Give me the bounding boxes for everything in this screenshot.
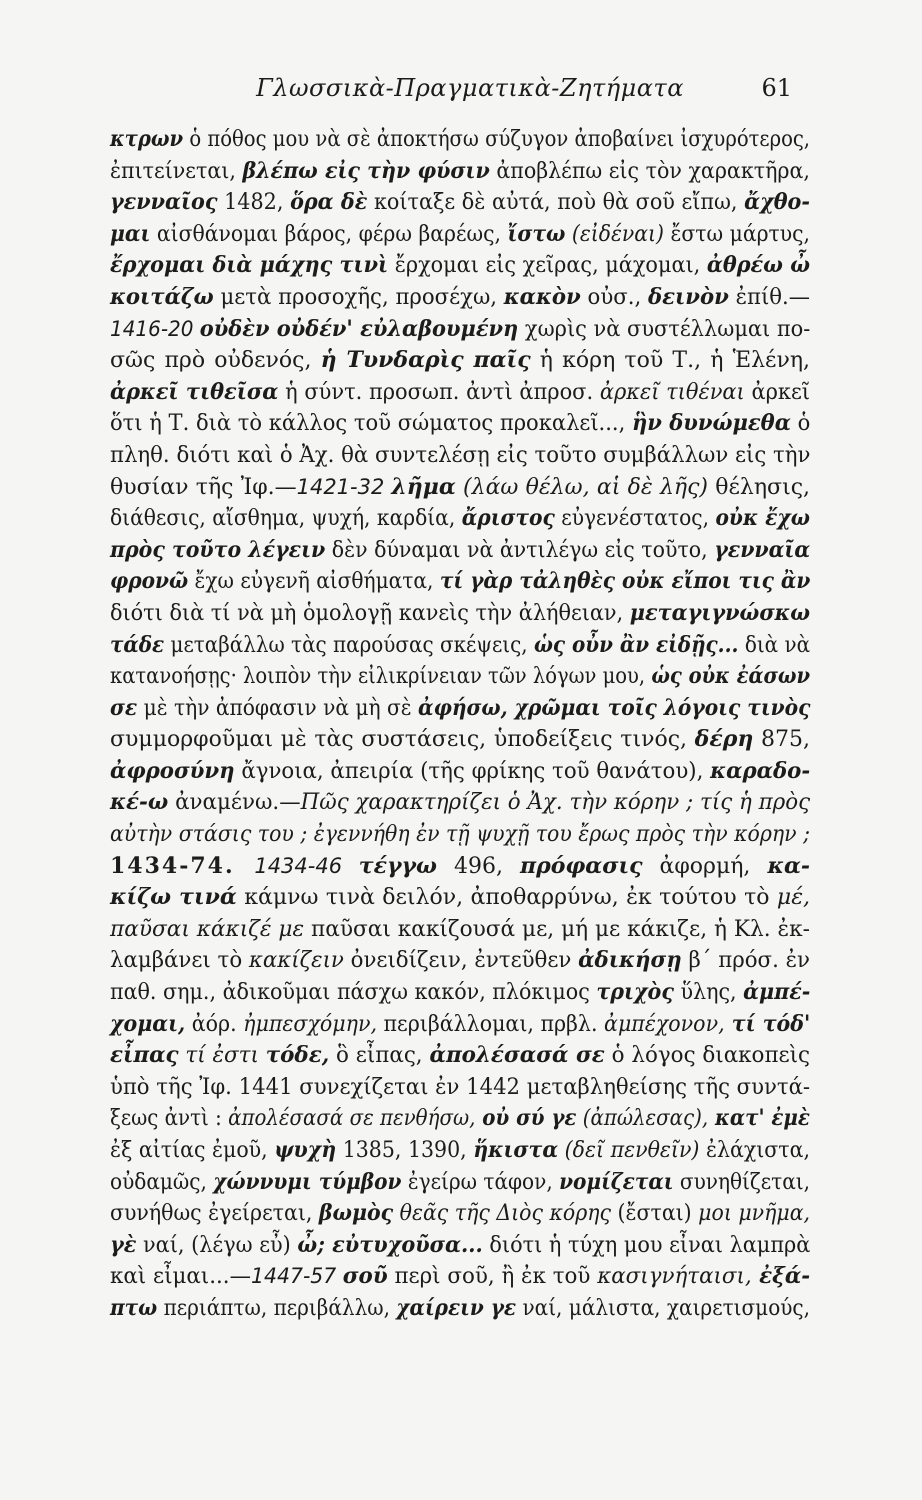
text-segment: ἔχω εὐγενῆ αἰσθήματα, <box>188 569 440 595</box>
text-segment: μεταγιγνώσκω <box>629 599 811 626</box>
text-line <box>110 282 810 314</box>
text-line <box>110 472 810 504</box>
text-segment: ἀφροσύνη <box>110 757 235 784</box>
text-segment: ὀνειδίζειν, ἐντεῦθεν <box>343 948 579 974</box>
text-segment: κτρων <box>110 126 184 152</box>
text-segment: παθ. σημ., ἀδικοῦμαι πάσχω κακόν, πλόκιμος <box>110 980 597 1006</box>
text-line <box>110 1198 810 1230</box>
text-segment: τί ἐστι <box>178 1043 266 1069</box>
text-segment: (ἔσται) <box>611 1201 699 1227</box>
text-segment: μὲ τὴν ἀπόφασιν νὰ μὴ σὲ <box>137 695 419 721</box>
page-number: 61 <box>761 74 792 102</box>
text-segment: οὐδὲν οὐδέν' εὐλαβουμένη <box>199 315 519 342</box>
page-header <box>150 74 790 110</box>
text-line <box>110 345 810 377</box>
text-segment: ὦ; εὐτυχοῦσα... <box>297 1231 483 1258</box>
text-segment: ἀπολέσασά σε πενθήσω, <box>228 1106 476 1132</box>
text-line <box>110 851 810 883</box>
text-segment: ἀρκεῖ τιθέναι <box>599 379 745 405</box>
text-segment: τέγγω <box>358 852 437 879</box>
text-segment: ξεως ἀντὶ : <box>110 1106 229 1132</box>
text-segment: ἀθρέω ὦ <box>706 252 811 279</box>
text-segment: ἐλάχιστα, <box>699 1138 811 1163</box>
text-line <box>110 250 810 282</box>
text-segment: ἡ Τυνδαρὶς παῖς <box>320 347 531 374</box>
text-segment: ὅρα δὲ <box>290 189 368 216</box>
text-segment: β΄ πρόσ. ἐν <box>681 948 811 974</box>
text-segment: διὰ νὰ <box>738 632 811 658</box>
text-segment: ἄχθο- <box>744 189 810 216</box>
text-segment: κοιτάζω <box>110 283 214 310</box>
text-segment: ὑπὸ τῆς Ἰφ. 1441 συνεχίζεται ἐν 1442 μεταβληθείσης τῆς συντά- <box>110 1074 811 1100</box>
text-segment: συμμορφοῦμαι μὲ τὰς συστάσεις, ὑποδείξεις τινός, <box>110 727 695 753</box>
text-segment: εὐγενέστατος, <box>554 506 716 532</box>
text-line <box>110 977 810 1009</box>
text-segment: ὕλης, <box>673 980 744 1006</box>
text-segment: χώννυμι τύμβον <box>213 1168 402 1195</box>
text-segment: ὁ λόγος διακοπεὶς <box>604 1043 811 1069</box>
text-line <box>110 882 810 914</box>
text-line <box>110 693 810 725</box>
text-segment: ἀμπέχονον, <box>604 1011 725 1037</box>
text-segment: ἐπιτείνεται, <box>110 158 243 184</box>
text-line <box>110 1135 810 1167</box>
text-segment: δὲν δύναμαι νὰ ἀντιλέγω εἰς τοῦτο, <box>325 537 715 563</box>
text-segment: ἀποβλέπω εἰς τὸν χαρακτῆρα, <box>489 158 810 184</box>
text-line <box>110 535 810 567</box>
text-segment: δεινὸν <box>647 283 729 310</box>
text-segment: φρονῶ <box>110 568 189 595</box>
text-segment: ἀφήσω, χρῶμαι τοῖς λόγοις τινὸς <box>418 694 811 721</box>
text-segment: κασιγνήταισι, <box>597 1264 752 1290</box>
text-segment: κίζω τινά <box>110 884 237 911</box>
text-segment: λῆμα <box>391 473 456 500</box>
text-segment: μέ, <box>776 885 810 911</box>
text-segment: ἄγνοια, ἀπειρία (τῆς φρίκης τοῦ θανάτου), <box>234 758 711 784</box>
text-segment: χωρὶς νὰ συστέλλωμαι πο- <box>518 316 811 342</box>
text-segment: ἀμπέ- <box>743 979 811 1006</box>
text-segment: συνηθίζεται, <box>673 1169 811 1195</box>
text-line <box>110 1261 810 1293</box>
text-segment: αἰσθάνομαι βάρος, φέρω βαρέως, <box>150 221 508 247</box>
text-segment: οὐκ ἔχω <box>715 505 810 532</box>
text-segment: γενναῖα <box>714 536 811 563</box>
text-segment: ἀφορμή, <box>642 853 768 879</box>
text-segment: κάμνω τινὰ δειλόν, ἀποθαρρύνω, ἐκ τούτου τὸ <box>236 885 777 911</box>
text-line <box>110 787 810 819</box>
text-line <box>110 1230 810 1262</box>
text-segment: κακὸν <box>503 283 581 310</box>
text-segment: εἶπας <box>110 1042 179 1069</box>
text-segment: ὅτι ἡ Τ. διὰ τὸ κάλλος τοῦ σώματος προκαλεῖ..., <box>110 411 633 437</box>
text-segment: τριχὸς <box>596 979 674 1006</box>
text-segment: 1385, 1390, <box>336 1138 474 1163</box>
text-segment: ὁ πόθος μου νὰ σὲ ἀποκτήσω σύζυγον ἀποβαίνει ἰσχυρότερος, <box>183 127 811 152</box>
text-line <box>110 661 810 693</box>
text-segment: παῦσαι κάκιζέ με <box>110 916 305 942</box>
text-segment: ὃ εἶπας, <box>329 1043 430 1069</box>
text-line <box>110 1167 810 1199</box>
text-segment: ἴστω <box>507 220 566 247</box>
line-reference: 1434-46 <box>254 853 359 878</box>
text-segment: ἄριστος <box>461 505 555 532</box>
text-segment: ἡ κόρη τοῦ Τ., ἡ Ἑλένη, <box>530 348 810 374</box>
text-segment: δέρη <box>694 726 754 753</box>
text-segment: (ἀπώλεσας), <box>576 1106 709 1132</box>
text-segment: τόδε, <box>265 1042 330 1069</box>
text-segment: (λάω θέλω, αἱ δὲ λῆς) <box>455 474 708 500</box>
text-line <box>110 1103 810 1135</box>
text-segment: ἀδικήσῃ <box>578 947 682 974</box>
text-line <box>110 408 810 440</box>
text-segment: θέλησις, <box>708 474 811 500</box>
text-segment: αὐτὴν στάσις του ; ἐγεννήθη ἐν τῇ ψυχῇ του ἔρως πρὸς τὴν κόρην ; <box>110 822 810 848</box>
text-segment: ἔρχομαι διὰ μάχης τινὶ <box>110 252 389 279</box>
text-segment: ἀναμένω.— <box>168 790 301 816</box>
text-segment: ναί, (λέγω εὖ) <box>136 1232 298 1258</box>
text-segment: κέ-ω <box>110 789 169 816</box>
text-segment: πληθ. διότι καὶ ὁ Ἀχ. θὰ συντελέσῃ εἰς τοῦτο συμβάλλων εἰς τὴν <box>110 442 811 468</box>
text-line <box>110 945 810 977</box>
text-segment: βωμὸς <box>318 1200 394 1227</box>
text-segment: ἥκιστα <box>473 1137 559 1163</box>
text-segment: σῶς πρὸ οὐδενός, <box>110 348 321 374</box>
text-segment: τί γὰρ τἀληθὲς οὐκ εἴποι τις ἂν <box>439 568 811 595</box>
text-segment: συνήθως ἐγείρεται, <box>110 1201 319 1227</box>
text-segment: κατ' ἐμὲ <box>708 1105 810 1132</box>
line-reference: 1421-32 <box>296 474 392 499</box>
text-line <box>110 1293 810 1325</box>
line-reference: 1447-57 <box>250 1264 343 1289</box>
text-line <box>110 156 810 188</box>
text-line <box>110 598 810 630</box>
text-segment: θυσίαν τῆς Ἰφ.— <box>110 474 297 500</box>
text-segment: οὐ σύ γε <box>475 1105 577 1132</box>
text-segment: ἔρχομαι εἰς χεῖρας, μάχομαι, <box>388 253 707 279</box>
text-segment: μεταβάλλω τὰς παρούσας σκέψεις, <box>164 632 534 658</box>
text-segment: νομίζεται <box>559 1168 674 1195</box>
text-segment: περιβάλλομαι, πρβλ. <box>377 1011 605 1037</box>
text-line <box>110 440 810 472</box>
text-segment: περιάπτω, περιβάλλω, <box>157 1295 397 1321</box>
text-segment: διότι διὰ τί νὰ μὴ ὁμολογῇ κανεὶς τὴν ἀλήθειαν, <box>110 600 630 626</box>
text-segment: παῦσαι κακίζουσά με, μή με κάκιζε, ἡ Κλ. ἐκ- <box>304 916 810 942</box>
text-segment: πτω <box>110 1294 158 1321</box>
line-reference: 1416-20 <box>110 316 200 341</box>
text-segment: ἐγείρω τάφον, <box>401 1169 560 1195</box>
text-segment: ἀρκεῖ <box>744 379 811 405</box>
text-line <box>110 724 810 756</box>
text-segment: ἠμπεσχόμην, <box>243 1011 378 1037</box>
running-title: Γλωσσικὰ-Πραγματικὰ-Ζητήματα <box>256 74 684 102</box>
text-segment: ὁ <box>790 411 811 437</box>
text-segment: κοίταξε δὲ αὐτά, ποὺ θὰ σοῦ εἴπω, <box>367 190 745 216</box>
text-segment: γὲ <box>110 1231 137 1258</box>
text-segment: οὐδαμῶς, <box>110 1169 214 1195</box>
text-segment: ὡς οὖν ἂν εἰδῇς... <box>533 631 739 658</box>
text-segment: μαι <box>110 220 151 247</box>
text-segment: ὡς οὐκ ἐάσων <box>651 663 811 690</box>
text-segment: κατανοήσῃς· λοιπὸν τὴν εἰλικρίνειαν τῶν λόγων μου, <box>110 664 652 690</box>
text-segment: 496, <box>436 853 520 879</box>
text-line <box>110 124 810 156</box>
text-segment: ψυχὴ <box>274 1137 337 1163</box>
text-segment: διάθεσις, αἴσθημα, ψυχή, καρδία, <box>110 506 462 532</box>
text-segment: ἔστω μάρτυς, <box>663 221 811 247</box>
text-segment: πρὸς τοῦτο λέγειν <box>110 536 326 563</box>
text-segment: μετὰ προσοχῆς, προσέχω, <box>213 284 504 310</box>
text-line <box>110 314 810 346</box>
text-segment: γενναῖος <box>110 189 218 216</box>
text-segment: ἀόρ. <box>185 1011 244 1037</box>
text-segment: ἐπίθ.— <box>728 284 811 310</box>
text-segment: λαμβάνει τὸ <box>110 948 249 974</box>
text-segment: ναί, μάλιστα, χαιρετισμούς, <box>516 1295 811 1321</box>
text-line <box>110 187 810 219</box>
text-line <box>110 914 810 946</box>
text-segment: τάδε <box>110 631 165 658</box>
text-line <box>110 1009 810 1041</box>
text-segment: 875, <box>753 727 810 753</box>
text-segment: πρόφασις <box>519 852 643 879</box>
text-segment: ἀπολέσασά σε <box>429 1042 605 1069</box>
text-segment: ἡ σύντ. προσωπ. ἀντὶ ἀπροσ. <box>278 379 600 405</box>
text-segment: ἀρκεῖ τιθεῖσα <box>110 378 279 405</box>
text-segment: καραδο- <box>710 757 811 784</box>
text-line <box>110 503 810 535</box>
text-line <box>110 377 810 409</box>
text-segment: καὶ εἶμαι...— <box>110 1264 251 1290</box>
text-segment: 1434-74. <box>110 852 255 879</box>
text-segment: 1482, <box>217 190 291 216</box>
text-segment: κα- <box>767 852 811 879</box>
text-line <box>110 219 810 251</box>
text-segment: διότι ἡ τύχη μου εἶναι λαμπρὰ <box>482 1232 811 1258</box>
text-line <box>110 1072 810 1104</box>
text-segment: τί τόδ' <box>724 1010 811 1037</box>
text-segment: σοῦ <box>342 1263 388 1290</box>
text-line <box>110 566 810 598</box>
text-segment: ἐξ αἰτίας ἐμοῦ, <box>110 1138 275 1163</box>
text-segment: βλέπω εἰς τὴν φύσιν <box>242 157 490 184</box>
text-segment: χαίρειν γε <box>396 1294 517 1321</box>
text-line <box>110 756 810 788</box>
text-line <box>110 1040 810 1072</box>
text-segment: (δεῖ πενθεῖν) <box>558 1138 700 1163</box>
text-segment: ἐξά- <box>751 1263 811 1290</box>
text-segment: μοι μνῆμα, <box>698 1201 811 1227</box>
text-line <box>110 819 810 851</box>
text-segment: ἣν δυνώμεθα <box>632 410 791 437</box>
text-segment: θεᾶς τῆς Διὸς κόρης <box>393 1201 612 1227</box>
text-line <box>110 630 810 662</box>
text-segment: (εἰδέναι) <box>565 221 664 247</box>
text-segment: σε <box>110 694 138 721</box>
text-segment: Πῶς χαρακτηρίζει ὁ Ἀχ. τὴν κόρην ; τίς ἡ πρὸς <box>300 790 811 816</box>
text-segment: οὐσ., <box>580 284 648 310</box>
text-segment: κακίζειν <box>248 948 344 974</box>
body-text <box>110 124 810 1325</box>
text-segment: περὶ σοῦ, ἢ ἐκ τοῦ <box>387 1264 598 1290</box>
text-segment: χομαι, <box>110 1010 186 1037</box>
